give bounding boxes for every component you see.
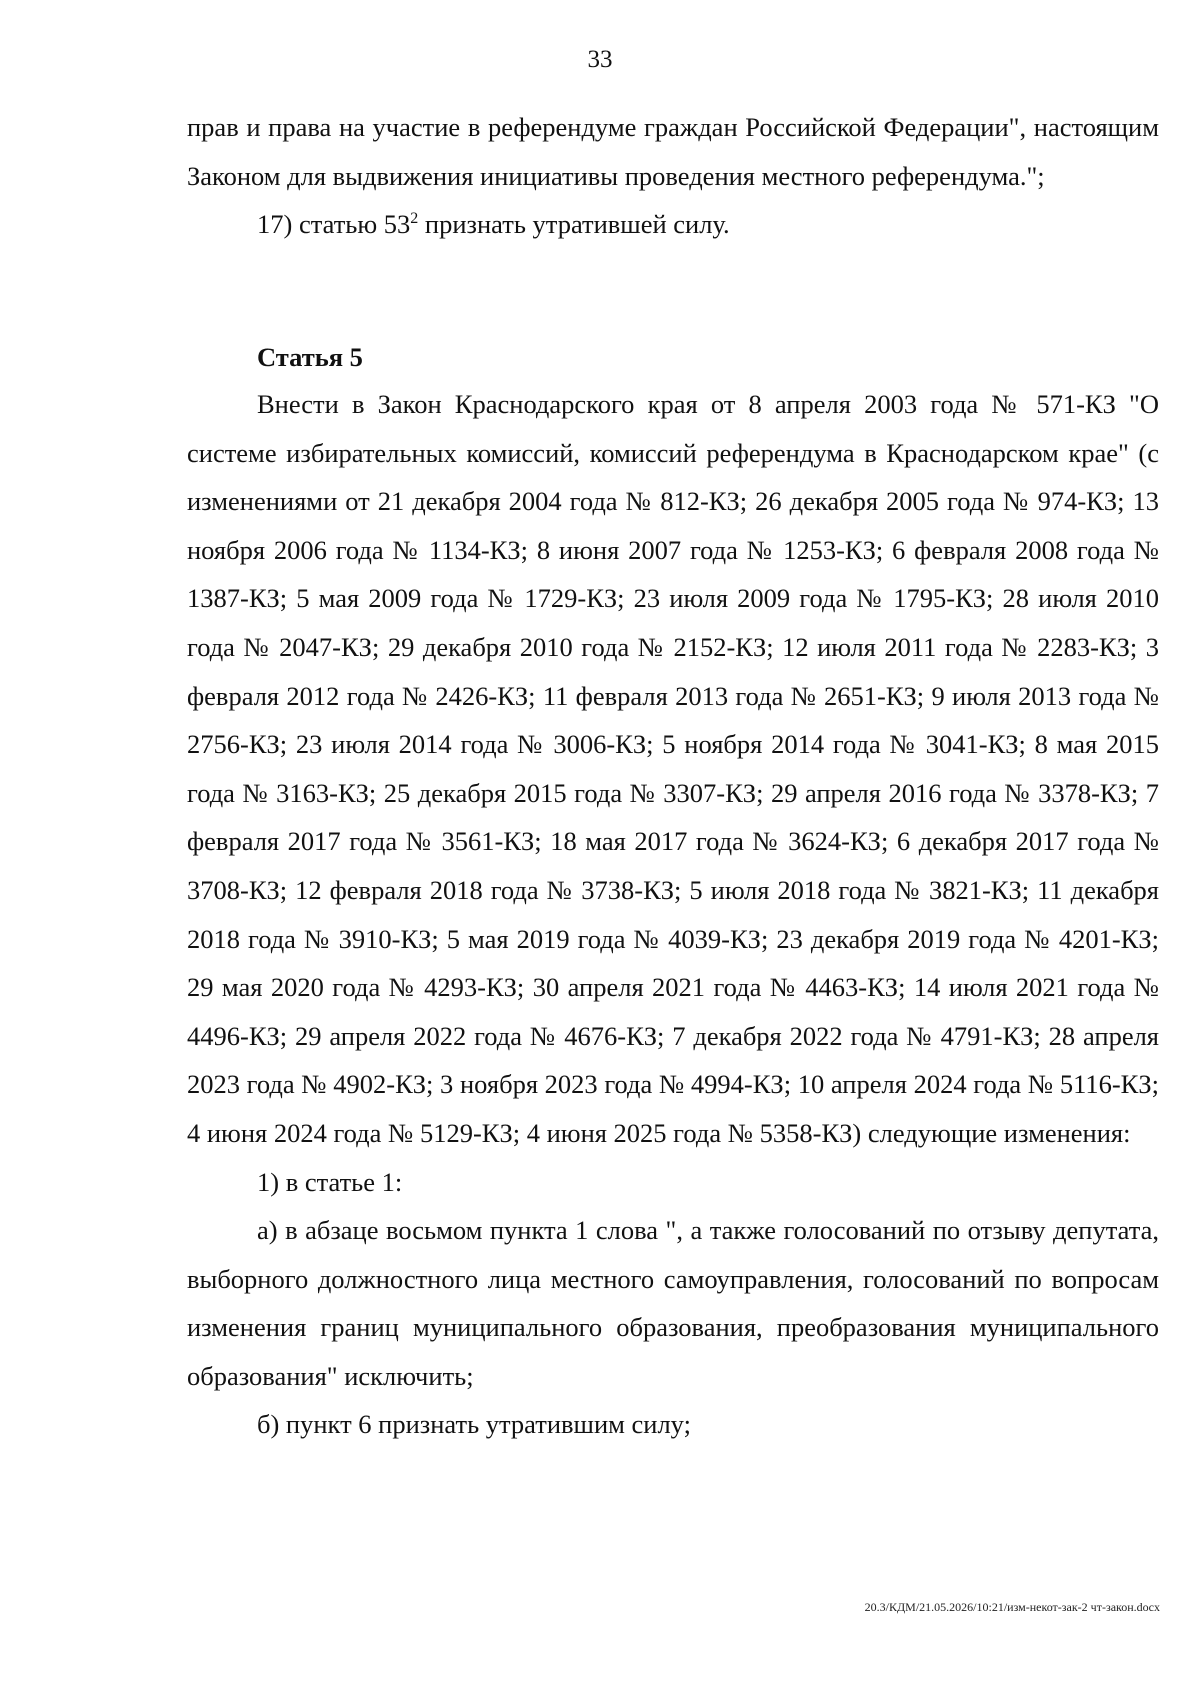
- item-17-paragraph: [187, 200, 1159, 249]
- article-heading: Статья 5: [257, 342, 363, 372]
- item-1a-paragraph: а) в абзаце восьмом пункта 1 слова ", а также голосований по отзыву депутата, выборного должностного лица местного самоуправления, голосований по вопросам изменения границ муниципального образования, преобразования муниципального образования" исключить;: [187, 1215, 1159, 1391]
- continuation-paragraph: прав и права на участие в референдуме граждан Российской Федерации", настоящим Законом для выдвижения инициативы проведения местного референдума.";: [187, 112, 1159, 191]
- article-body: [187, 380, 1159, 1449]
- item-17-text: 17) статью 53: [257, 209, 411, 240]
- item-1b-paragraph: б) пункт 6 признать утратившим силу;: [257, 1409, 691, 1440]
- document-footer: 20.3/КДМ/21.05.2026/10:21/изм-некот-зак-2 чт-закон.docx: [864, 1600, 1160, 1614]
- top-text-block: [187, 103, 1159, 249]
- item-1-paragraph: 1) в статье 1:: [257, 1166, 403, 1197]
- article-intro-paragraph: Внести в Закон Краснодарского края от 8 апреля 2003 года № 571-КЗ "О системе избирательных комиссий, комиссий референдума в Краснодарском крае" (с изменениями от 21 декабря 2004 года № 812-КЗ; 26 декабря 2005 года № 974-КЗ; 13 ноября 2006 года № 1134-КЗ; 8 июня 2007 года № 1253-КЗ; 6 февраля 2008 года № 1387-КЗ; 5 мая 2009 года № 1729-КЗ; 23 июля 2009 года № 1795-КЗ; 28 июля 2010 года № 2047-КЗ; 29 декабря 2010 года № 2152-КЗ; 12 июля 2011 года № 2283-КЗ; 3 февраля 2012 года № 2426-КЗ; 11 февраля 2013 года № 2651-КЗ; 9 июля 2013 года № 2756-КЗ; 23 июля 2014 года № 3006-КЗ; 5 ноября 2014 года № 3041-КЗ; 8 мая 2015 года № 3163-КЗ; 25 декабря 2015 года № 3307-КЗ; 29 апреля 2016 года № 3378-КЗ; 7 февраля 2017 года № 3561-КЗ; 18 мая 2017 года № 3624-КЗ; 6 декабря 2017 года № 3708-КЗ; 12 февраля 2018 года № 3738-КЗ; 5 июля 2018 года № 3821-КЗ; 11 декабря 2018 года № 3910-КЗ; 5 мая 2019 года № 4039-КЗ; 23 декабря 2019 года № 4201-КЗ; 29 мая 2020 года № 4293-КЗ; 30 апреля 2021 года № 4463-КЗ; 14 июля 2021 года № 4496-КЗ; 29 апреля 2022 года № 4676-КЗ; 7 декабря 2022 года № 4791-КЗ; 28 апреля 2023 года № 4902-КЗ; 3 ноября 2023 года № 4994-КЗ; 10 апреля 2024 года № 5116-КЗ; 4 июня 2024 года № 5129-КЗ; 4 июня 2025 года № 5358-КЗ) следующие изменения:: [187, 389, 1159, 1148]
- item-17-text-end: признать утратившей силу.: [418, 209, 730, 240]
- page-number: 33: [587, 46, 613, 73]
- item-17-superscript: 2: [410, 210, 419, 228]
